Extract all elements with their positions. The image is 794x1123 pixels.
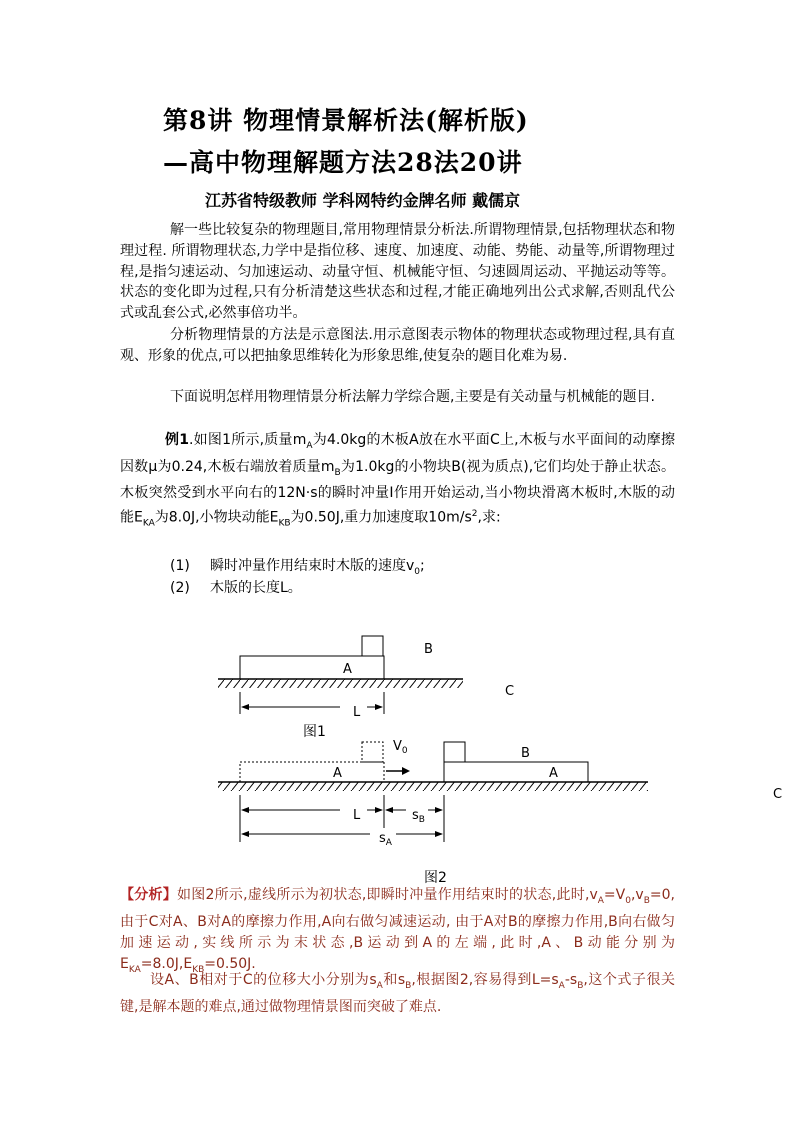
label-sb (412, 808, 425, 825)
label-l: L (353, 705, 361, 720)
analysis-text: =V (603, 887, 626, 903)
board-a (240, 656, 384, 679)
subscript: A (306, 440, 313, 451)
subscript: A (376, 980, 383, 991)
question-number: (1) (170, 558, 190, 574)
question-number: (2) (170, 580, 190, 596)
analysis-text: 设A、B相对于C的位移大小分别为s (150, 972, 377, 988)
label-a-initial: A (333, 766, 342, 781)
label-v0 (393, 739, 408, 756)
example-text: 为4.0kg的木板A放在水平面C上,木板与水平面间的动摩擦因数μ为0.24,木板右端放着质量m (120, 432, 675, 475)
board-a-final (444, 762, 588, 782)
analysis-text: ,根据图2,容易得到L=s (411, 972, 559, 988)
title-line-1: 第8讲 物理情景解析法(解析版) (163, 106, 529, 135)
label-s: s (379, 831, 386, 846)
subscript: A (385, 838, 392, 848)
subscript: B (418, 815, 425, 825)
block-b (362, 636, 383, 656)
label-s: s (412, 808, 419, 823)
figure-2-caption: 图2 (424, 870, 447, 886)
label-c: C (505, 684, 515, 699)
example-text: 为1.0kg的小物块B(视为质点),它们均处于静止状态。木板突然受到水平向右的12N·s的瞬时冲量I作用开始运动,当小物块滑离木板时,木版的动能E (120, 458, 675, 526)
analysis-text: =0,由于C对A、B对A的摩擦力作用,A向右做匀减速运动, 由于A对B的摩擦力作用,B向右做匀加速运动,实线所示为末状态,B运动到A的左端,此时,A、B动能分别为E (120, 887, 675, 972)
question-text: 瞬时冲量作用结束时木版的速度v (210, 558, 415, 574)
analysis-paragraph-2 (120, 970, 675, 1018)
subscript: KB (278, 518, 291, 529)
analysis-tag: 【分析】 (120, 887, 177, 903)
intro-paragraph-1: 解一些比较复杂的物理题目,常用物理情景分析法.所谓物理情景,包括物理状态和物理过程. 所谓物理状态,力学中是指位移、速度、加速度、动能、势能、动量等,所谓物理过程,是指匀速运动、匀加速运动、动量守恒、机械能守恒、匀速圆周运动、平抛运动等等。状态的变化即为过程,只有分析清楚这些状态和过程,才能正确地列出公式求解,否则乱代公式或乱套公式,必然事倍功半。 (120, 222, 675, 322)
figure-1-caption: 图1 (303, 724, 326, 740)
subscript: A (597, 895, 604, 906)
subscript: B (643, 895, 650, 906)
question-text: 木版的长度L。 (210, 580, 302, 596)
analysis-text: =0.50J. (204, 955, 256, 972)
subscript: 0 (625, 895, 631, 906)
label-c: C (773, 787, 783, 802)
block-b-initial (362, 742, 383, 762)
figure-2 (218, 739, 782, 886)
example-text: 为0.50J,重力加速度取10m/s (290, 509, 472, 526)
arrow-head (435, 807, 443, 813)
analysis-text: -s (564, 972, 578, 988)
label-sa (379, 831, 393, 848)
subscript: B (334, 467, 341, 478)
ground-hatch (218, 782, 648, 791)
question-text: ; (420, 558, 425, 574)
analysis-text: ,v (630, 887, 644, 903)
example-text: 为8.0J,小物块动能E (154, 509, 279, 526)
intro-paragraph-3: 下面说明怎样用物理情景分析法解力学综合题,主要是有关动量与机械能的题目. (170, 389, 655, 405)
analysis-text: ,这个式子很关键,是解本题的难点,通过做物理情景图而突破了难点. (120, 972, 675, 1015)
label-v: V (393, 739, 402, 754)
subscript: B (405, 980, 412, 991)
subscript: A (558, 980, 565, 991)
arrow-head (375, 704, 383, 710)
subscript: B (577, 980, 584, 991)
ground-hatch (218, 679, 463, 688)
subscript: KB (192, 964, 205, 975)
velocity-arrow-head (402, 767, 410, 775)
arrow-head (375, 807, 383, 813)
subscript: 0 (401, 746, 408, 756)
title-line-2: —高中物理解题方法28法20讲 (163, 148, 523, 177)
intro-paragraph-2: 分析物理情景的方法是示意图法.用示意图表示物体的物理状态或物理过程,具有直观、形象的优点,可以把抽象思维转化为形象思维,使复杂的题目化难为易. (120, 327, 675, 364)
label-b-final: B (521, 746, 530, 761)
label-l: L (353, 808, 361, 823)
author-line: 江苏省特级教师 学科网特约金牌名师 戴儒京 (205, 191, 521, 210)
superscript: 2 (471, 508, 478, 519)
figure-1 (218, 636, 514, 740)
block-b-final (444, 742, 465, 762)
arrow-head (241, 704, 249, 710)
subscript: KA (128, 964, 141, 975)
arrow-head (241, 831, 249, 837)
example-text: .如图1所示,质量m (188, 432, 307, 448)
subscript: KA (142, 518, 155, 529)
arrow-head (241, 807, 249, 813)
analysis-text: =8.0J,E (140, 955, 193, 972)
board-a-initial (240, 762, 384, 782)
example-label: 例1 (165, 432, 189, 448)
analysis-paragraph-1 (120, 885, 675, 981)
label-a-final: A (549, 766, 558, 781)
analysis-text: 和s (382, 972, 406, 988)
label-b: B (424, 642, 433, 657)
analysis-text: 如图2所示,虚线所示为初状态,即瞬时冲量作用结束时的状态,此时,v (177, 887, 598, 903)
subscript: 0 (414, 566, 421, 577)
arrow-head (435, 831, 443, 837)
example-text: ,求: (477, 509, 501, 526)
arrow-head (385, 807, 393, 813)
label-a: A (343, 662, 352, 677)
